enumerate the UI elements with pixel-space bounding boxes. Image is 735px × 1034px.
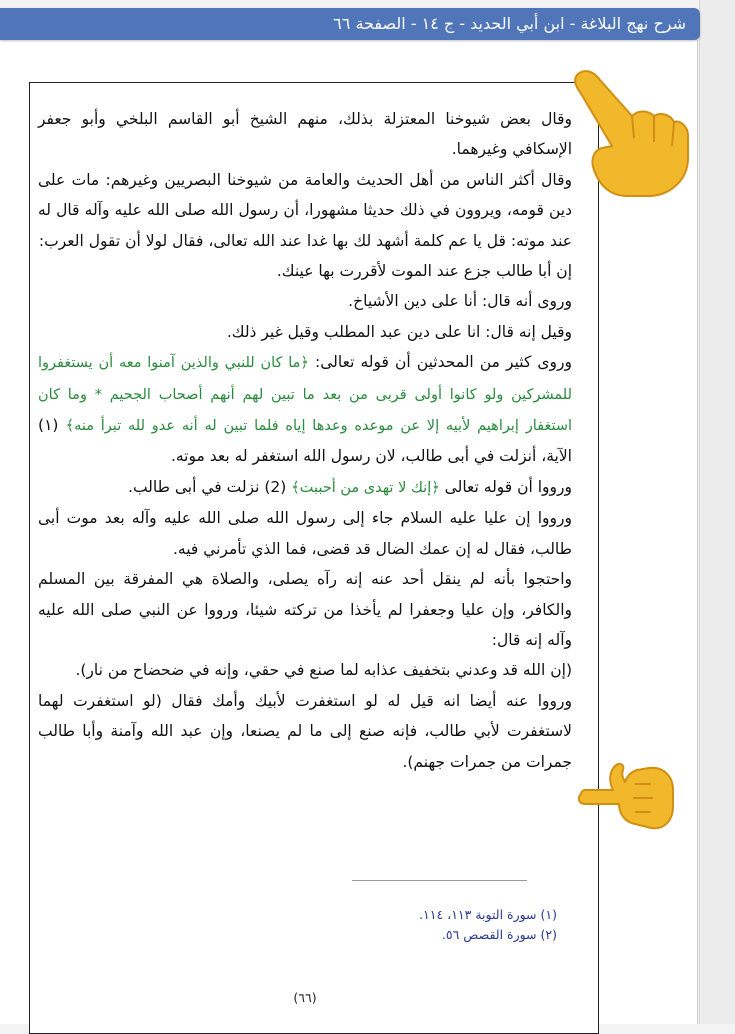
paragraph-text: ورووا أن قوله تعالى	[444, 477, 572, 496]
paragraph-text: وروى كثير من المحدثين أن قوله تعالى:	[315, 353, 573, 372]
paragraph	[38, 347, 572, 472]
pointing-hand-down-left-icon	[572, 66, 694, 204]
scroll-strip[interactable]	[699, 0, 735, 1024]
page-title: شرح نهج البلاغة - ابن أبي الحديد - ج ١٤ - الصفحة ٦٦	[333, 14, 686, 33]
body-text	[38, 104, 572, 777]
footnote-ref: (2)	[264, 477, 287, 496]
page-number: (٦٦)	[293, 990, 317, 1005]
paragraph: وروى أنه قال: أنا على دين الأشياخ.	[348, 292, 572, 311]
footnote-ref: (١)	[38, 416, 59, 435]
paragraph: (إن الله قد وعدني بتخفيف عذابه لما صنع في حقي، وإنه في ضحضاح من نار).	[75, 661, 572, 680]
paragraph-text: الآية، أنزلت في أبى طالب، لان رسول الله استغفر له بعد موته.	[170, 447, 572, 466]
pointing-hand-left-icon	[575, 762, 677, 836]
paragraph	[38, 472, 572, 503]
footnotes	[300, 905, 557, 945]
paragraph-text: نزلت في أبى طالب.	[128, 477, 260, 496]
footnote-divider	[352, 880, 527, 881]
paragraph: وقيل إنه قال: انا على دين عبد المطلب وقيل غير ذلك.	[226, 322, 572, 341]
paragraph: واحتجوا بأنه لم ينقل أحد عنه إنه رآه يصلى، والصلاة هي المفرقة بين المسلم والكافر، وإن عليا وجعفرا لم يأخذا من تركته شيئا، ورووا عن النبي صلى الله عليه وآله إنه قال:	[38, 570, 572, 649]
paragraph: إن أبا طالب جزع عند الموت لأقررت بها عينك.	[276, 262, 572, 281]
paragraph: وقال أكثر الناس من أهل الحديث والعامة من شيوخنا البصريين وغيرهم: مات على دين قومه، ويروون في ذلك حديثا مشهورا، أن رسول الله صلى الله عليه وآله قال له عند موته: قل يا عم كلمة أشهد لك بها غدا عند الله تعالى، فقال لولا أن تقول العرب:	[38, 170, 572, 250]
paragraph: وقال بعض شيوخنا المعتزلة بذلك، منهم الشيخ أبو القاسم البلخي وأبو جعفر الإسكافي وغيرهما.	[38, 110, 572, 159]
quran-verse: ﴿إنك لا تهدى من أحببت﴾	[291, 479, 440, 496]
paragraph: ورووا عنه أيضا انه قيل له لو استغفرت لأبيك وأمك فقال (لو استغفرت لهما لاستغفرت لأبي طالب، فإنه صنع إلى ما لم يصنعا، وإن عبد الله وآمنة وأبا طالب جمرات من جمرات جهنم).	[38, 691, 572, 771]
quran-verse: ﴿ما كان للنبي والذين آمنوا معه أن يستغفروا للمشركين ولو كانوا أولى قربى من بعد ما تبين لهم أنهم أصحاب الجحيم * وما كان استغفار إبراهيم لأبيه إلا عن موعده وعدها إياه فلما تبين له أنه عدو لله تبرأ منه﴾	[38, 355, 573, 435]
paragraph: ورووا إن عليا عليه السلام جاء إلى رسول الله صلى الله عليه وآله بعد موت أبى طالب، فقال له إن عمك الضال قد قضى، فما الذي تأمرني فيه.	[38, 509, 572, 558]
title-bar	[0, 8, 700, 40]
footnote: (٢) سورة القصص ٥٦.	[441, 927, 557, 942]
footnote: (١) سورة التوبة ١١٣، ١١٤.	[419, 907, 557, 922]
